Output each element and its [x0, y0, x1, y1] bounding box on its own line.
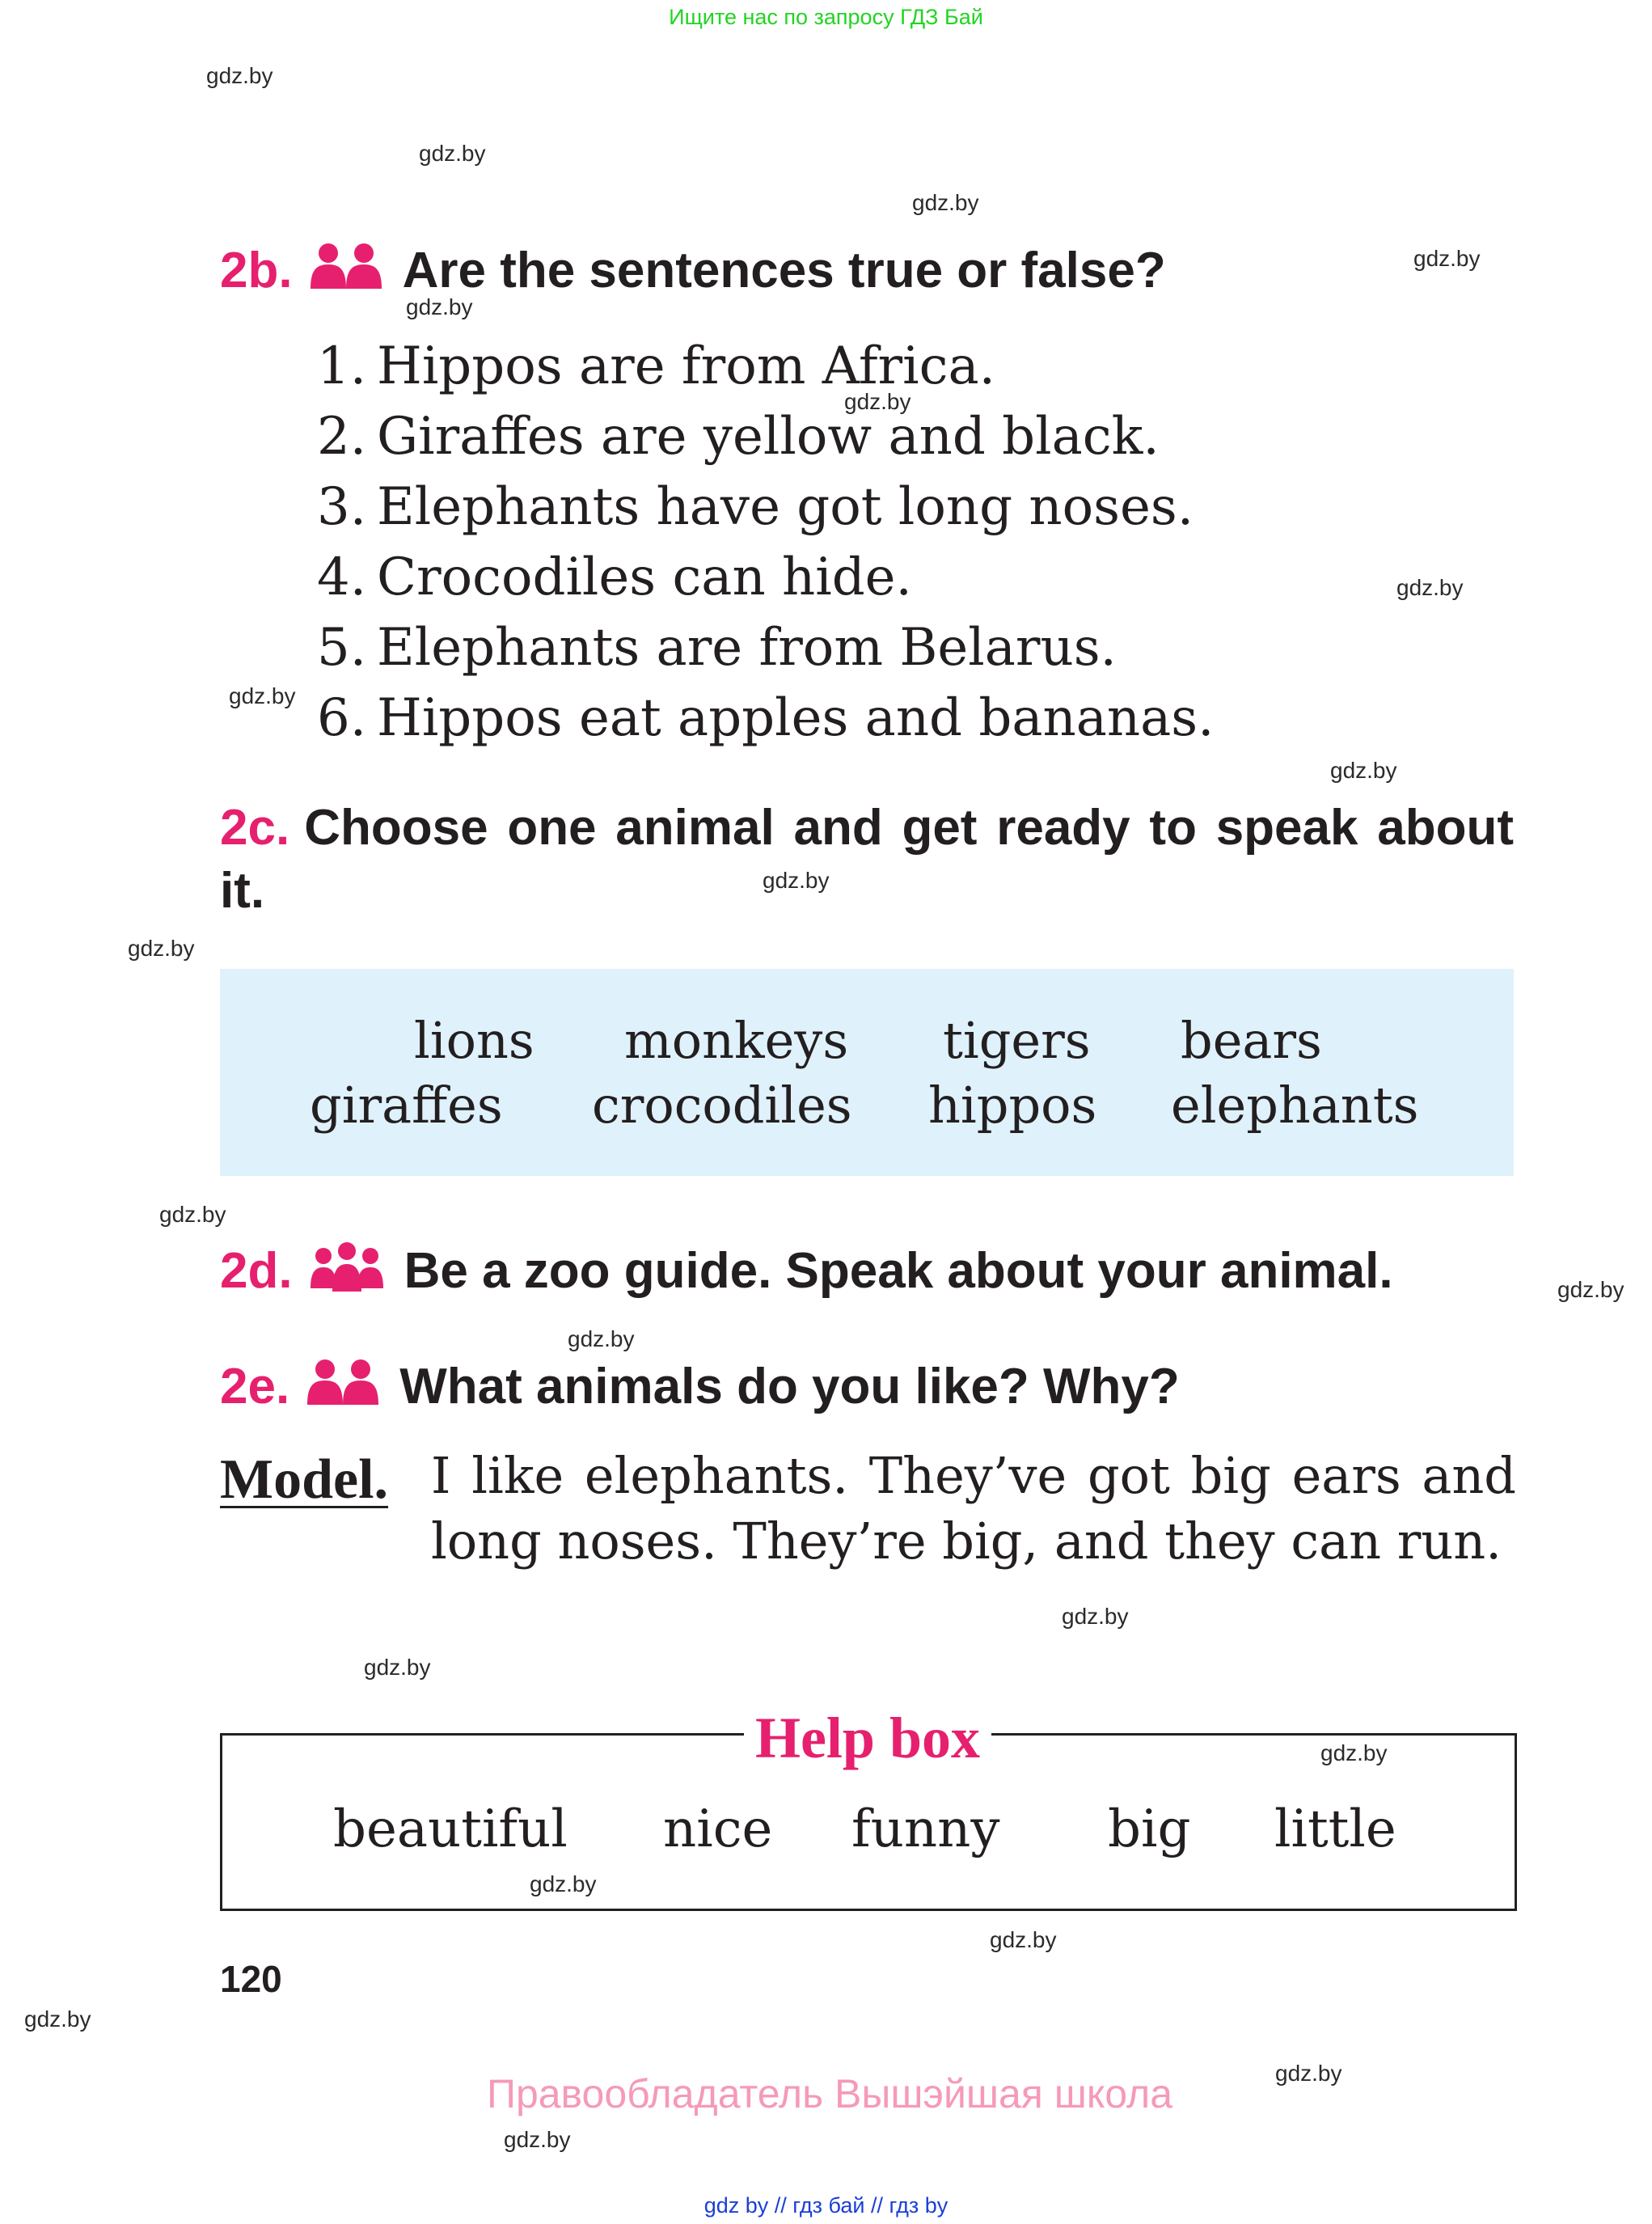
group-work-icon: [311, 1241, 383, 1300]
animal-word: crocodiles: [592, 1076, 852, 1135]
watermark: gdz.by: [364, 1655, 431, 1680]
top-banner: Ищите нас по запросу ГДЗ Бай: [669, 5, 983, 29]
watermark: gdz.by: [990, 1927, 1057, 1952]
exercise-number: 2d.: [220, 1242, 293, 1299]
exercise-number: 2e.: [220, 1358, 290, 1414]
watermark: gdz.by: [1557, 1277, 1625, 1302]
help-word: funny: [851, 1799, 1000, 1859]
help-word: big: [1108, 1799, 1191, 1859]
animal-word: bears: [1181, 1011, 1322, 1070]
exercise-2c-heading: [220, 797, 1514, 923]
animal-word: elephants: [1171, 1076, 1419, 1135]
model-text: I like elephants. They’ve got big ears and long noses. They’re big, and they can run.: [431, 1446, 1516, 1571]
watermark: gdz.by: [1396, 575, 1464, 600]
watermark: gdz.by: [1275, 2061, 1342, 2086]
watermark: gdz.by: [406, 294, 473, 319]
pair-work-icon: [307, 1359, 378, 1414]
list-item: 4. Crocodiles can hide.: [317, 548, 912, 607]
exercise-2d-heading: [220, 1241, 1393, 1300]
exercise-number: 2b.: [220, 242, 293, 298]
help-word: beautiful: [333, 1799, 568, 1859]
animal-word: monkeys: [624, 1011, 849, 1070]
animal-word: giraffes: [310, 1076, 503, 1135]
watermark: gdz.by: [128, 936, 195, 961]
watermark: gdz.by: [504, 2127, 571, 2152]
help-word: nice: [663, 1799, 773, 1859]
watermark: gdz.by: [159, 1202, 226, 1227]
watermark: gdz.by: [844, 389, 911, 414]
model-label: Model.: [220, 1448, 389, 1511]
exercise-2b-heading: [220, 243, 1166, 298]
list-item: 3. Elephants have got long noses.: [317, 477, 1194, 537]
exercise-number: 2c.: [220, 800, 290, 856]
watermark: gdz.by: [1320, 1740, 1388, 1765]
help-word: little: [1274, 1799, 1396, 1859]
footer-links[interactable]: gdz by // гдз бай // гдз by: [703, 2193, 949, 2218]
animal-word: tigers: [943, 1011, 1091, 1070]
list-item: 1. Hippos are from Africa.: [317, 336, 995, 396]
list-item: 2. Giraffes are yellow and black.: [317, 407, 1160, 467]
watermark: gdz.by: [419, 141, 486, 166]
page-number: 120: [220, 1958, 282, 2000]
list-item: 6. Hippos eat apples and bananas.: [317, 688, 1215, 748]
exercise-2e-heading: [220, 1359, 1180, 1414]
watermark: gdz.by: [530, 1871, 597, 1896]
exercise-instruction: What animals do you like? Why?: [399, 1358, 1180, 1414]
copyright-notice: Правообладатель Вышэйшая школа: [487, 2071, 1172, 2116]
watermark: gdz.by: [1330, 758, 1397, 783]
watermark: gdz.by: [1062, 1604, 1129, 1629]
animal-word: hippos: [928, 1076, 1097, 1135]
sentence-list: [317, 332, 1214, 754]
watermark: gdz.by: [1413, 246, 1481, 271]
animal-word-box: [220, 969, 1514, 1176]
watermark: gdz.by: [229, 683, 296, 708]
watermark: gdz.by: [763, 868, 830, 893]
watermark: gdz.by: [24, 2006, 91, 2032]
animal-word: lions: [414, 1011, 534, 1070]
list-item: 5. Elephants are from Belarus.: [317, 618, 1117, 678]
pair-work-icon: [311, 243, 382, 298]
watermark: gdz.by: [568, 1326, 635, 1351]
exercise-instruction: Are the sentences true or false?: [402, 242, 1166, 298]
help-box-title: Help box: [0, 1705, 1652, 1772]
watermark: gdz.by: [206, 63, 273, 88]
watermark: gdz.by: [912, 190, 979, 215]
exercise-instruction: Choose one animal and get ready to speak about it.: [220, 800, 1514, 919]
exercise-instruction: Be a zoo guide. Speak about your animal.: [403, 1242, 1393, 1299]
